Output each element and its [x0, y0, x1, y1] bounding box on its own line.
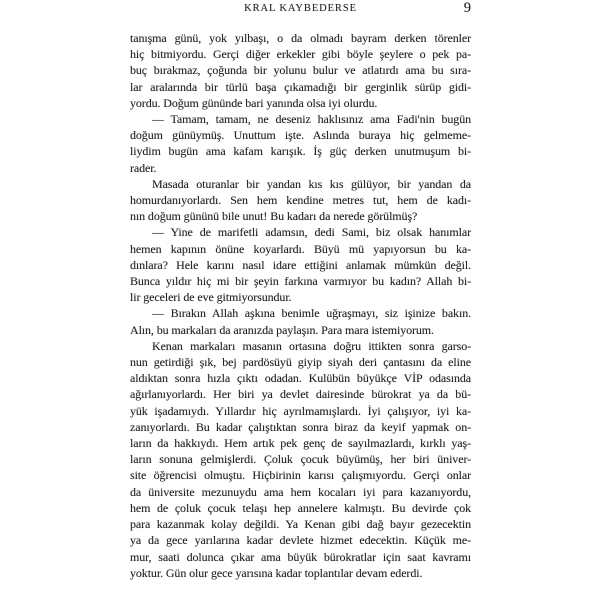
text-line: hemen kapının önüne koyarlardı. Büyü mü yapıyorsun bu ka- [130, 241, 471, 256]
text-line: aldıktan sonra hızla çıktı odadan. Kulübün büyükçe VİP odasında [130, 371, 471, 386]
page-header [130, 0, 471, 21]
text-line: — Yine de marifetli adamsın, dedi Sami, biz olsak hanımlar [152, 225, 471, 240]
text-line: dınlara? Hele karını nasıl idare ettiğini anlamak mümkün değil. [130, 257, 471, 272]
text-line: yük işadamıydı. Yıllardır hiç ayrılmamışlardı. İyi çalışıyor, iyi ka- [130, 403, 471, 418]
text-line: nın doğum gününü bile unut! Bu kadarı da nerede görülmüş? [130, 209, 418, 224]
text-line: ların da hakkıydı. Hem artık pek genç de sayılmazlardı, kırklı yaş- [130, 436, 471, 451]
text-line: site öğrencisi olmuştu. Hiçbirinin karısı çalışmıyordu. Gerçi onlar [130, 468, 471, 483]
text-line: ağırlanıyorlardı. Her biri ya devlet dairesinde bürokrat ya da bü- [130, 387, 471, 402]
text-line: tanışma günü, yok yılbaşı, o da olmadı bayram derken törenler [130, 31, 471, 45]
text-line: nun getirdiği şık, bej pardösüyü giyip siyah deri çantasını da eline [130, 355, 471, 370]
text-line: Bunca yıldır hiç mi bir şeyin farkına varmıyor bu kadın? Allah bi- [130, 274, 471, 289]
text-line: mur, saati dolunca çıkar ama büyük bürokratlar için saat kavramı [130, 549, 471, 564]
text-line: Alın, bu markaları da aranızda paylaşın. Para mara istemiyorum. [130, 322, 434, 337]
text-line: ya da gece yarılarına kadar devlete hizmet edecektin. Küçük me- [130, 533, 471, 548]
page-text [130, 30, 471, 581]
text-line: da üniversite mezunuydu ama hem kocaları iyi para kazanıyordu, [130, 484, 471, 499]
text-line: rader. [130, 160, 157, 175]
text-line: homurdanıyorlardı. Sen hem kendine metres tut, hem de kadı- [130, 193, 471, 208]
text-line: — Tamam, tamam, ne deseniz haklısınız ama Fadi'nin bugün [152, 112, 471, 127]
text-line: Masada oturanlar bir yandan kıs kıs gülüyor, bir yandan da [152, 176, 471, 191]
page-number: 9 [463, 0, 471, 16]
text-line: hiç bitmiyordu. Gerçi diğer erkekler gibi böyle şeylere o pek pa- [130, 47, 471, 62]
text-line: buç bırakmaz, çoğunda bir yolunu bulur ve atlatırdı ama bu sıra- [130, 63, 471, 78]
text-line: Kenan markaları masanın ortasına doğru ittikten sonra garso- [152, 338, 471, 353]
text-line: doğum günüymüş. Unuttum işte. Aslında buraya hiç gelmeme- [130, 128, 471, 143]
text-line: lar aralarında bir türlü başa çıkamadığı bir gerginlik sürüp gidi- [130, 79, 471, 94]
text-line: yoktur. Gün olur gece yarısına kadar toplantılar devam ederdi. [130, 565, 423, 580]
text-line: yordu. Doğum gününde bari yanında olsa iyi olurdu. [130, 95, 378, 110]
running-title: KRAL KAYBEDERSE [244, 3, 357, 14]
text-line: — Bırakın Allah aşkına benimle uğraşmayı, siz işinize bakın. [152, 306, 471, 321]
text-line: liydim bugün ama kafam karışık. İş güç derken unutmuşum bi- [130, 144, 471, 159]
text-line: lir geceleri de eve gitmiyorsundur. [130, 290, 292, 305]
text-line: hem de çoluk çocuk telaşı hep annelere kalmıştı. Bu devirde çok [130, 500, 471, 515]
text-line: ların sonuna gelmişlerdi. Çoluk çocuk büyümüş, her biri üniver- [130, 452, 471, 467]
text-line: zanıyorlardı. Bu kadar çalıştıktan sonra biraz da keyif yapmak on- [130, 419, 471, 434]
text-line: para kazanmak kolay değildi. Ya Kenan gibi dağ bayır gezecektin [130, 517, 471, 532]
